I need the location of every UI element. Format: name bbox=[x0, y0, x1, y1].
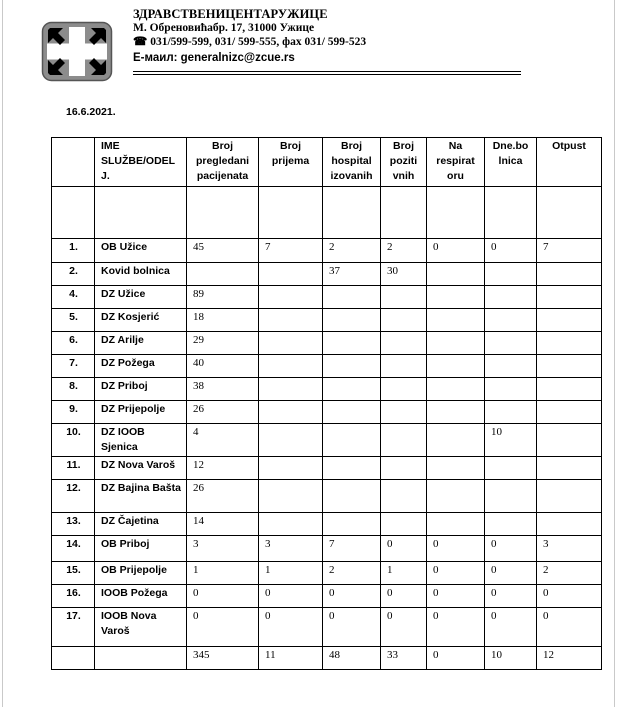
admissions-cell bbox=[259, 401, 323, 424]
hospitalized-cell bbox=[323, 457, 381, 480]
day-hospital-cell bbox=[485, 513, 537, 536]
hospitalized-cell: 37 bbox=[323, 263, 381, 286]
examined-cell: 40 bbox=[187, 355, 259, 378]
department-cell: DZ Bajina Bašta bbox=[95, 480, 187, 513]
number-cell: 9. bbox=[52, 401, 95, 424]
col-header-admissions: Broj prijema bbox=[259, 138, 323, 187]
admissions-cell bbox=[259, 286, 323, 309]
organization-email: Е-маил: generalnizc@zcue.rs bbox=[133, 52, 295, 64]
admissions-cell: 11 bbox=[259, 647, 323, 670]
department-cell: DZ Priboj bbox=[95, 378, 187, 401]
header-divider bbox=[133, 74, 521, 75]
hospitalized-cell: 0 bbox=[323, 608, 381, 647]
number-cell: 4. bbox=[52, 286, 95, 309]
number-cell: 6. bbox=[52, 332, 95, 355]
department-cell: OB Priboj bbox=[95, 536, 187, 562]
discharge-cell bbox=[537, 378, 602, 401]
positive-cell bbox=[381, 286, 427, 309]
day-hospital-cell bbox=[485, 187, 537, 239]
organization-address: М. Обреновићабр. 17, 31000 Ужице bbox=[133, 22, 315, 34]
hospitalized-cell bbox=[323, 309, 381, 332]
day-hospital-cell bbox=[485, 263, 537, 286]
admissions-cell: 7 bbox=[259, 239, 323, 263]
respirator-cell: 0 bbox=[427, 585, 485, 608]
discharge-cell bbox=[537, 187, 602, 239]
examined-cell: 26 bbox=[187, 401, 259, 424]
number-cell: 14. bbox=[52, 536, 95, 562]
admissions-cell: 0 bbox=[259, 585, 323, 608]
hospitalized-cell bbox=[323, 378, 381, 401]
number-cell: 2. bbox=[52, 263, 95, 286]
department-cell: DZ Čajetina bbox=[95, 513, 187, 536]
admissions-cell bbox=[259, 424, 323, 457]
number-cell: 13. bbox=[52, 513, 95, 536]
positive-cell: 0 bbox=[381, 585, 427, 608]
number-cell: 11. bbox=[52, 457, 95, 480]
admissions-cell bbox=[259, 355, 323, 378]
table-row bbox=[52, 378, 602, 401]
examined-cell bbox=[187, 263, 259, 286]
positive-cell bbox=[381, 187, 427, 239]
day-hospital-cell: 10 bbox=[485, 424, 537, 457]
discharge-cell bbox=[537, 263, 602, 286]
table-row bbox=[52, 480, 602, 513]
admissions-cell: 1 bbox=[259, 562, 323, 585]
discharge-cell bbox=[537, 286, 602, 309]
department-cell: DZ Užice bbox=[95, 286, 187, 309]
report-date: 16.6.2021. bbox=[66, 106, 116, 118]
examined-cell: 4 bbox=[187, 424, 259, 457]
number-cell: 1. bbox=[52, 239, 95, 263]
department-cell: DZ Kosjerić bbox=[95, 309, 187, 332]
number-cell: 5. bbox=[52, 309, 95, 332]
day-hospital-cell: 0 bbox=[485, 239, 537, 263]
table-row bbox=[52, 562, 602, 585]
table-row bbox=[52, 332, 602, 355]
hospitalized-cell: 2 bbox=[323, 562, 381, 585]
discharge-cell: 7 bbox=[537, 239, 602, 263]
table-row bbox=[52, 263, 602, 286]
discharge-cell: 12 bbox=[537, 647, 602, 670]
day-hospital-cell: 10 bbox=[485, 647, 537, 670]
header-divider bbox=[133, 71, 521, 72]
department-cell: DZ Požega bbox=[95, 355, 187, 378]
department-cell: OB Užice bbox=[95, 239, 187, 263]
admissions-cell bbox=[259, 457, 323, 480]
discharge-cell bbox=[537, 513, 602, 536]
positive-cell bbox=[381, 424, 427, 457]
day-hospital-cell bbox=[485, 378, 537, 401]
hospitalized-cell: 48 bbox=[323, 647, 381, 670]
number-cell: 15. bbox=[52, 562, 95, 585]
positive-cell bbox=[381, 378, 427, 401]
examined-cell: 3 bbox=[187, 536, 259, 562]
examined-cell: 18 bbox=[187, 309, 259, 332]
department-cell: DZ IOOB Sjenica bbox=[95, 424, 187, 457]
discharge-cell bbox=[537, 401, 602, 424]
respirator-cell: 0 bbox=[427, 239, 485, 263]
respirator-cell bbox=[427, 378, 485, 401]
respirator-cell bbox=[427, 309, 485, 332]
page-edge-right bbox=[614, 0, 615, 707]
department-cell: DZ Arilje bbox=[95, 332, 187, 355]
respirator-cell bbox=[427, 263, 485, 286]
discharge-cell: 2 bbox=[537, 562, 602, 585]
examined-cell: 38 bbox=[187, 378, 259, 401]
examined-cell: 0 bbox=[187, 608, 259, 647]
department-cell: DZ Prijepolje bbox=[95, 401, 187, 424]
table-row bbox=[52, 585, 602, 608]
department-cell bbox=[95, 647, 187, 670]
table-row bbox=[52, 424, 602, 457]
number-cell: 8. bbox=[52, 378, 95, 401]
table-row bbox=[52, 286, 602, 309]
department-cell: OB Prijepolje bbox=[95, 562, 187, 585]
examined-cell: 26 bbox=[187, 480, 259, 513]
positive-cell bbox=[381, 457, 427, 480]
examined-cell: 45 bbox=[187, 239, 259, 263]
respirator-cell bbox=[427, 332, 485, 355]
table-row bbox=[52, 401, 602, 424]
table-row bbox=[52, 513, 602, 536]
respirator-cell bbox=[427, 401, 485, 424]
table-body bbox=[52, 187, 602, 670]
hospitalized-cell bbox=[323, 355, 381, 378]
hospitalized-cell bbox=[323, 187, 381, 239]
positive-cell: 0 bbox=[381, 536, 427, 562]
col-header-positive: Broj poziti vnih bbox=[381, 138, 427, 187]
table-row bbox=[52, 239, 602, 263]
hospitalized-cell bbox=[323, 480, 381, 513]
hospitalized-cell bbox=[323, 332, 381, 355]
examined-cell: 1 bbox=[187, 562, 259, 585]
respirator-cell bbox=[427, 457, 485, 480]
admissions-cell bbox=[259, 187, 323, 239]
respirator-cell bbox=[427, 187, 485, 239]
table-row bbox=[52, 309, 602, 332]
number-cell bbox=[52, 647, 95, 670]
day-hospital-cell: 0 bbox=[485, 562, 537, 585]
discharge-cell: 0 bbox=[537, 585, 602, 608]
hospitalized-cell: 7 bbox=[323, 536, 381, 562]
positive-cell: 0 bbox=[381, 608, 427, 647]
positive-cell bbox=[381, 332, 427, 355]
table-row bbox=[52, 187, 602, 239]
hospitalized-cell: 2 bbox=[323, 239, 381, 263]
admissions-cell bbox=[259, 513, 323, 536]
hospitalized-cell bbox=[323, 286, 381, 309]
table-row bbox=[52, 608, 602, 647]
admissions-cell: 3 bbox=[259, 536, 323, 562]
day-hospital-cell bbox=[485, 332, 537, 355]
table-header bbox=[52, 138, 602, 187]
discharge-cell bbox=[537, 424, 602, 457]
positive-cell: 2 bbox=[381, 239, 427, 263]
respirator-cell bbox=[427, 355, 485, 378]
day-hospital-cell bbox=[485, 480, 537, 513]
col-header-hospitalized: Broj hospital izovanih bbox=[323, 138, 381, 187]
hospitalized-cell bbox=[323, 401, 381, 424]
discharge-cell: 0 bbox=[537, 608, 602, 647]
respirator-cell bbox=[427, 480, 485, 513]
respirator-cell: 0 bbox=[427, 608, 485, 647]
hospitalized-cell: 0 bbox=[323, 585, 381, 608]
department-cell: DZ Nova Varoš bbox=[95, 457, 187, 480]
respirator-cell: 0 bbox=[427, 536, 485, 562]
table-row bbox=[52, 536, 602, 562]
discharge-cell: 3 bbox=[537, 536, 602, 562]
admissions-cell bbox=[259, 332, 323, 355]
examined-cell: 89 bbox=[187, 286, 259, 309]
positive-cell bbox=[381, 480, 427, 513]
col-header-respirator: Na respirat oru bbox=[427, 138, 485, 187]
hospitalized-cell bbox=[323, 513, 381, 536]
department-cell: IOOB Požega bbox=[95, 585, 187, 608]
col-header-department: IME SLUŽBE/ODEL J. bbox=[95, 138, 187, 187]
day-hospital-cell: 0 bbox=[485, 585, 537, 608]
positive-cell: 1 bbox=[381, 562, 427, 585]
col-header-discharge: Otpust bbox=[537, 138, 602, 187]
department-cell: Kovid bolnica bbox=[95, 263, 187, 286]
red-cross-emblem-icon bbox=[41, 21, 113, 82]
department-cell: IOOB Nova Varoš bbox=[95, 608, 187, 647]
examined-cell bbox=[187, 187, 259, 239]
col-header-day-hospital: Dne.bo lnica bbox=[485, 138, 537, 187]
organization-name: ЗДРАВСТВЕНИЦЕНТАРУЖИЦЕ bbox=[133, 7, 328, 21]
day-hospital-cell bbox=[485, 286, 537, 309]
department-cell bbox=[95, 187, 187, 239]
positive-cell: 30 bbox=[381, 263, 427, 286]
hospitalized-cell bbox=[323, 424, 381, 457]
discharge-cell bbox=[537, 480, 602, 513]
day-hospital-cell: 0 bbox=[485, 608, 537, 647]
day-hospital-cell: 0 bbox=[485, 536, 537, 562]
respirator-cell bbox=[427, 424, 485, 457]
number-cell: 7. bbox=[52, 355, 95, 378]
number-cell: 12. bbox=[52, 480, 95, 513]
number-cell: 10. bbox=[52, 424, 95, 457]
admissions-cell bbox=[259, 263, 323, 286]
positive-cell bbox=[381, 355, 427, 378]
positive-cell bbox=[381, 513, 427, 536]
table-row bbox=[52, 457, 602, 480]
admissions-cell bbox=[259, 480, 323, 513]
positive-cell bbox=[381, 401, 427, 424]
admissions-cell: 0 bbox=[259, 608, 323, 647]
col-header-examined: Broj pregledani pacijenata bbox=[187, 138, 259, 187]
table-row bbox=[52, 355, 602, 378]
day-hospital-cell bbox=[485, 309, 537, 332]
respirator-cell bbox=[427, 286, 485, 309]
positive-cell bbox=[381, 309, 427, 332]
day-hospital-cell bbox=[485, 401, 537, 424]
discharge-cell bbox=[537, 457, 602, 480]
examined-cell: 345 bbox=[187, 647, 259, 670]
day-hospital-cell bbox=[485, 457, 537, 480]
discharge-cell bbox=[537, 355, 602, 378]
examined-cell: 0 bbox=[187, 585, 259, 608]
number-cell bbox=[52, 187, 95, 239]
admissions-cell bbox=[259, 378, 323, 401]
day-hospital-cell bbox=[485, 355, 537, 378]
admissions-cell bbox=[259, 309, 323, 332]
examined-cell: 12 bbox=[187, 457, 259, 480]
totals-row bbox=[52, 647, 602, 670]
respirator-cell bbox=[427, 513, 485, 536]
discharge-cell bbox=[537, 309, 602, 332]
number-cell: 16. bbox=[52, 585, 95, 608]
organization-phone: ☎ 031/599-599, 031/ 599-555, фах 031/ 599-523 bbox=[133, 36, 367, 48]
positive-cell: 33 bbox=[381, 647, 427, 670]
report-table bbox=[51, 137, 602, 670]
respirator-cell: 0 bbox=[427, 647, 485, 670]
respirator-cell: 0 bbox=[427, 562, 485, 585]
col-header-number bbox=[52, 138, 95, 187]
discharge-cell bbox=[537, 332, 602, 355]
number-cell: 17. bbox=[52, 608, 95, 647]
examined-cell: 14 bbox=[187, 513, 259, 536]
page-edge-left bbox=[2, 0, 3, 707]
examined-cell: 29 bbox=[187, 332, 259, 355]
